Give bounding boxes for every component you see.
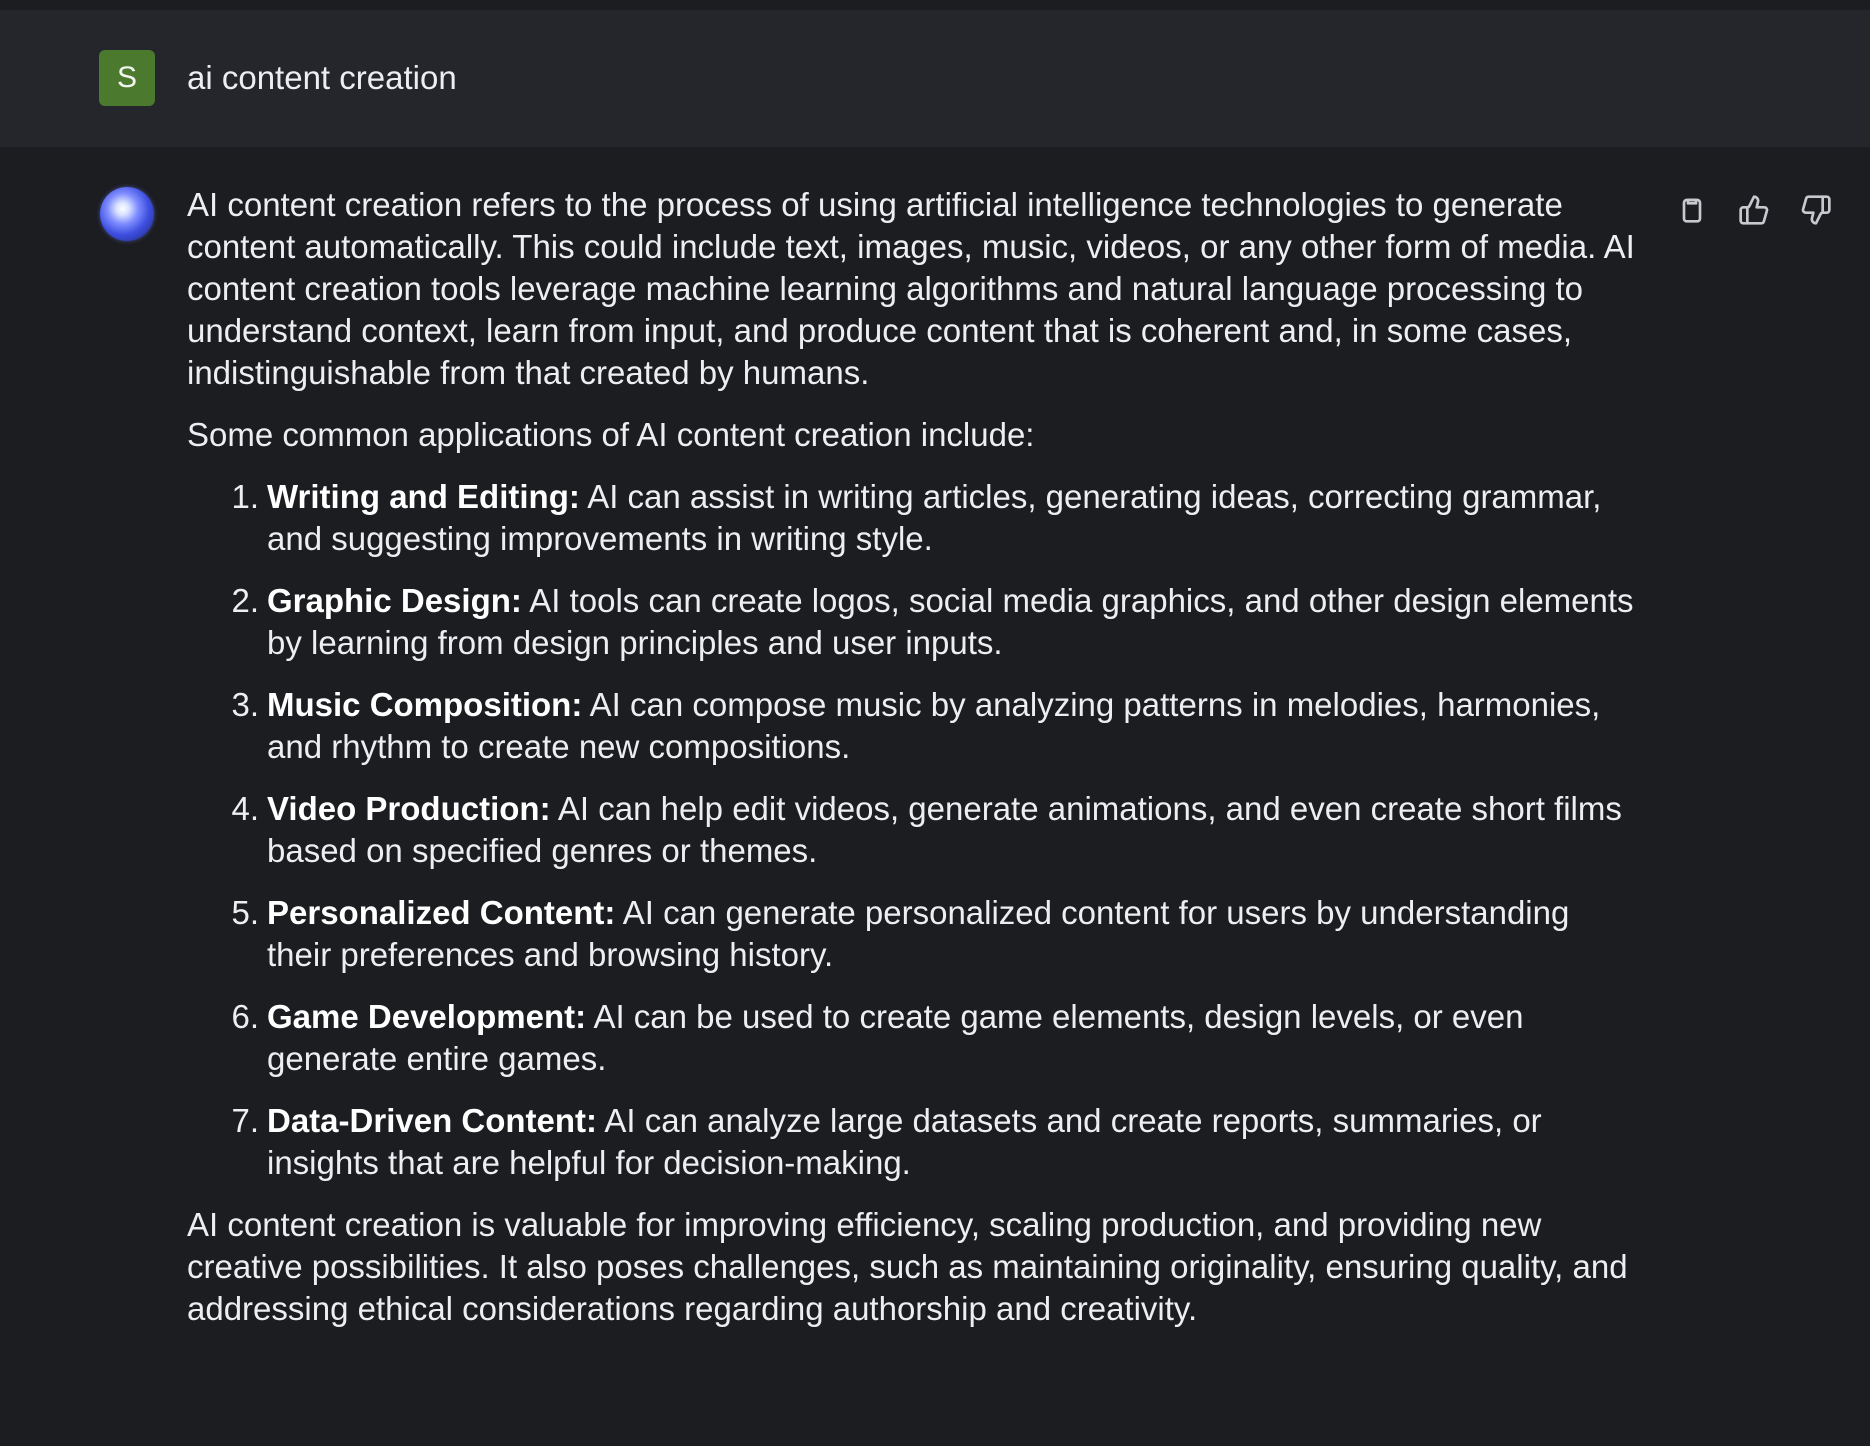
list-term: Personalized Content: — [267, 894, 616, 931]
list-text: AI can be used to create game elements, design levels, or even generate entire games. — [267, 998, 1524, 1077]
list-intro: Some common applications of AI content creation include: — [187, 416, 1035, 453]
list-item — [187, 684, 1637, 768]
list-text: AI can help edit videos, generate animations, and even create short films based on specified genres or themes. — [267, 790, 1622, 869]
thumbs-up-button[interactable] — [1738, 194, 1770, 226]
clipboard-icon — [1676, 194, 1708, 226]
list-number: 1. — [231, 478, 259, 515]
list-item — [187, 580, 1637, 664]
list-text: AI can analyze large datasets and create reports, summaries, or insights that are helpful for decision-making. — [267, 1102, 1542, 1181]
list-term: Data-Driven Content: — [267, 1102, 598, 1139]
message-actions — [1676, 194, 1832, 226]
user-message-text: ai content creation — [187, 59, 457, 96]
list-term: Writing and Editing: — [267, 478, 580, 515]
list-item — [187, 788, 1637, 872]
list-number: 2. — [231, 582, 259, 619]
list-term: Game Development: — [267, 998, 587, 1035]
list-item — [187, 892, 1637, 976]
list-text: AI can assist in writing articles, generating ideas, correcting grammar, and suggesting improvements in writing style. — [267, 478, 1602, 557]
list-term: Video Production: — [267, 790, 551, 827]
intro-paragraph: AI content creation refers to the process of using artificial intelligence technologies to generate content automatically. This could include text, images, music, videos, or any other form of media. AI content creation tools leverage machine learning algorithms and natural language processing to understand context, learn from input, and produce content that is coherent and, in some cases, indistinguishable from that created by humans. — [187, 186, 1635, 391]
list-term: Graphic Design: — [267, 582, 522, 619]
list-item — [187, 476, 1637, 560]
list-text: AI can compose music by analyzing patterns in melodies, harmonies, and rhythm to create new compositions. — [267, 686, 1601, 765]
thumbs-up-icon — [1738, 194, 1770, 226]
user-message-row — [0, 10, 1870, 147]
copy-button[interactable] — [1676, 194, 1708, 226]
list-item — [187, 996, 1637, 1080]
list-number: 6. — [231, 998, 259, 1035]
list-number: 7. — [231, 1102, 259, 1139]
thumbs-down-button[interactable] — [1800, 194, 1832, 226]
user-avatar: S — [99, 50, 155, 106]
list-text: AI can generate personalized content for users by understanding their preferences and browsing history. — [267, 894, 1570, 973]
list-number: 4. — [231, 790, 259, 827]
assistant-orb-icon — [100, 187, 154, 241]
list-number: 3. — [231, 686, 259, 723]
list-item — [187, 1100, 1637, 1184]
conclusion-paragraph: AI content creation is valuable for improving efficiency, scaling production, and providing new creative possibilities. It also poses challenges, such as maintaining originality, ensuring quality, and addressing ethical considerations regarding authorship and creativity. — [187, 1206, 1628, 1327]
list-number: 5. — [231, 894, 259, 931]
top-strip — [0, 0, 1870, 10]
assistant-message — [187, 184, 1637, 1350]
list-text: AI tools can create logos, social media graphics, and other design elements by learning from design principles and user inputs. — [267, 582, 1634, 661]
list-term: Music Composition: — [267, 686, 583, 723]
applications-list — [187, 476, 1637, 1184]
thumbs-down-icon — [1800, 194, 1832, 226]
